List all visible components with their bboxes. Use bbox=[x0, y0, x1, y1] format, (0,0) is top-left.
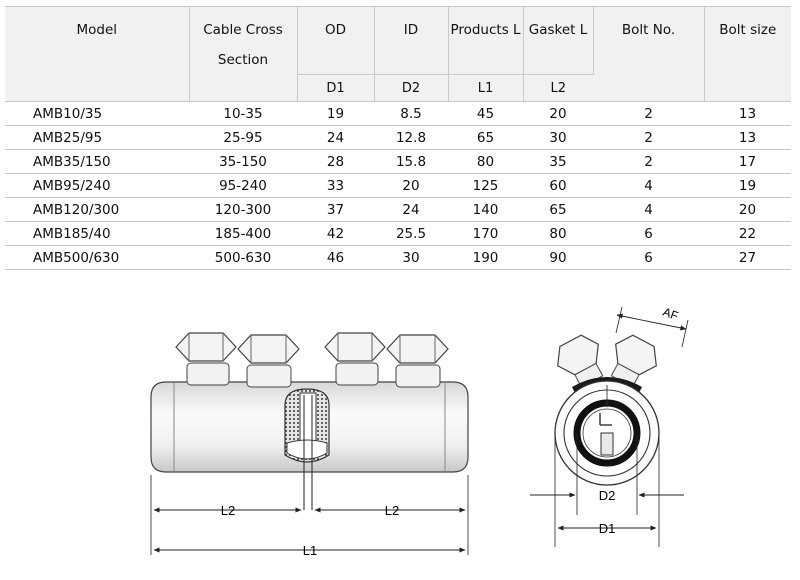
dim-l2-left: L2 bbox=[220, 503, 236, 518]
table-cell: 2 bbox=[593, 126, 704, 150]
table-cell: 170 bbox=[448, 222, 523, 246]
table-cell: 80 bbox=[448, 150, 523, 174]
table-row bbox=[5, 198, 791, 222]
header-model: Model bbox=[5, 7, 189, 102]
table-cell: 2 bbox=[593, 150, 704, 174]
header-cable-cross-line2: Section bbox=[217, 52, 269, 68]
bolt-2 bbox=[238, 335, 299, 387]
table-cell: 25.5 bbox=[374, 222, 448, 246]
subheader-id: D2 bbox=[374, 75, 448, 102]
table-row bbox=[5, 222, 791, 246]
table-cell: 20 bbox=[523, 102, 593, 126]
end-view bbox=[530, 305, 688, 547]
table-cell: 125 bbox=[448, 174, 523, 198]
side-view bbox=[151, 333, 468, 558]
table-cell: 42 bbox=[297, 222, 374, 246]
table-cell: 6 bbox=[593, 246, 704, 270]
table-cell: 27 bbox=[704, 246, 791, 270]
subheader-od: D1 bbox=[297, 75, 374, 102]
subheader-products-l: L1 bbox=[448, 75, 523, 102]
table-cell: 13 bbox=[704, 126, 791, 150]
table-cell: 46 bbox=[297, 246, 374, 270]
table-cell: 90 bbox=[523, 246, 593, 270]
table-cell: 35 bbox=[523, 150, 593, 174]
dim-af: AF bbox=[660, 304, 681, 324]
table-cell: 25-95 bbox=[189, 126, 297, 150]
table-cell: 19 bbox=[704, 174, 791, 198]
table-cell: 28 bbox=[297, 150, 374, 174]
table-cell: 19 bbox=[297, 102, 374, 126]
header-products-l: Products L bbox=[448, 7, 523, 75]
table-cell: 24 bbox=[374, 198, 448, 222]
technical-drawing bbox=[0, 285, 800, 575]
subheader-gasket-l: L2 bbox=[523, 75, 593, 102]
table-cell: 20 bbox=[704, 198, 791, 222]
table-row bbox=[5, 126, 791, 150]
table-cell: 60 bbox=[523, 174, 593, 198]
table-cell: 30 bbox=[523, 126, 593, 150]
spec-table bbox=[5, 6, 791, 270]
table-cell: 8.5 bbox=[374, 102, 448, 126]
table-cell: 12.8 bbox=[374, 126, 448, 150]
table-cell: 65 bbox=[523, 198, 593, 222]
dim-d2: D2 bbox=[598, 488, 616, 503]
dim-d1: D1 bbox=[598, 521, 616, 536]
table-cell: 190 bbox=[448, 246, 523, 270]
header-bolt-no: Bolt No. bbox=[593, 7, 704, 102]
table-cell: AMB120/300 bbox=[5, 198, 189, 222]
table-cell: 2 bbox=[593, 102, 704, 126]
table-row bbox=[5, 102, 791, 126]
header-cable-cross-line1: Cable Cross bbox=[203, 22, 283, 38]
table-cell: 65 bbox=[448, 126, 523, 150]
table-row bbox=[5, 150, 791, 174]
table-cell: 4 bbox=[593, 174, 704, 198]
table-cell: AMB25/95 bbox=[5, 126, 189, 150]
table-cell: 17 bbox=[704, 150, 791, 174]
table-cell: AMB185/40 bbox=[5, 222, 189, 246]
table-cell: AMB500/630 bbox=[5, 246, 189, 270]
table-row bbox=[5, 174, 791, 198]
table-cell: 22 bbox=[704, 222, 791, 246]
table-cell: 95-240 bbox=[189, 174, 297, 198]
table-row bbox=[5, 246, 791, 270]
spec-table-body bbox=[5, 102, 791, 270]
table-cell: 6 bbox=[593, 222, 704, 246]
table-cell: 4 bbox=[593, 198, 704, 222]
table-cell: 13 bbox=[704, 102, 791, 126]
table-cell: AMB35/150 bbox=[5, 150, 189, 174]
table-cell: 20 bbox=[374, 174, 448, 198]
table-cell: 45 bbox=[448, 102, 523, 126]
table-cell: 24 bbox=[297, 126, 374, 150]
table-cell: 33 bbox=[297, 174, 374, 198]
bolt-1 bbox=[176, 333, 236, 385]
table-cell: 10-35 bbox=[189, 102, 297, 126]
table-cell: 30 bbox=[374, 246, 448, 270]
table-cell: 185-400 bbox=[189, 222, 297, 246]
bolt-3 bbox=[325, 333, 385, 385]
table-cell: 15.8 bbox=[374, 150, 448, 174]
bolt-4 bbox=[387, 335, 448, 387]
table-cell: 35-150 bbox=[189, 150, 297, 174]
table-cell: 80 bbox=[523, 222, 593, 246]
dim-l2-right: L2 bbox=[384, 503, 400, 518]
header-gasket-l: Gasket L bbox=[523, 7, 593, 75]
table-cell: AMB95/240 bbox=[5, 174, 189, 198]
dim-l1: L1 bbox=[302, 543, 318, 558]
table-cell: 140 bbox=[448, 198, 523, 222]
header-cable-cross-section bbox=[189, 7, 297, 102]
table-cell: 500-630 bbox=[189, 246, 297, 270]
table-cell: 37 bbox=[297, 198, 374, 222]
header-od: OD bbox=[297, 7, 374, 75]
header-id: ID bbox=[374, 7, 448, 75]
table-cell: AMB10/35 bbox=[5, 102, 189, 126]
table-cell: 120-300 bbox=[189, 198, 297, 222]
header-bolt-size: Bolt size bbox=[704, 7, 791, 102]
